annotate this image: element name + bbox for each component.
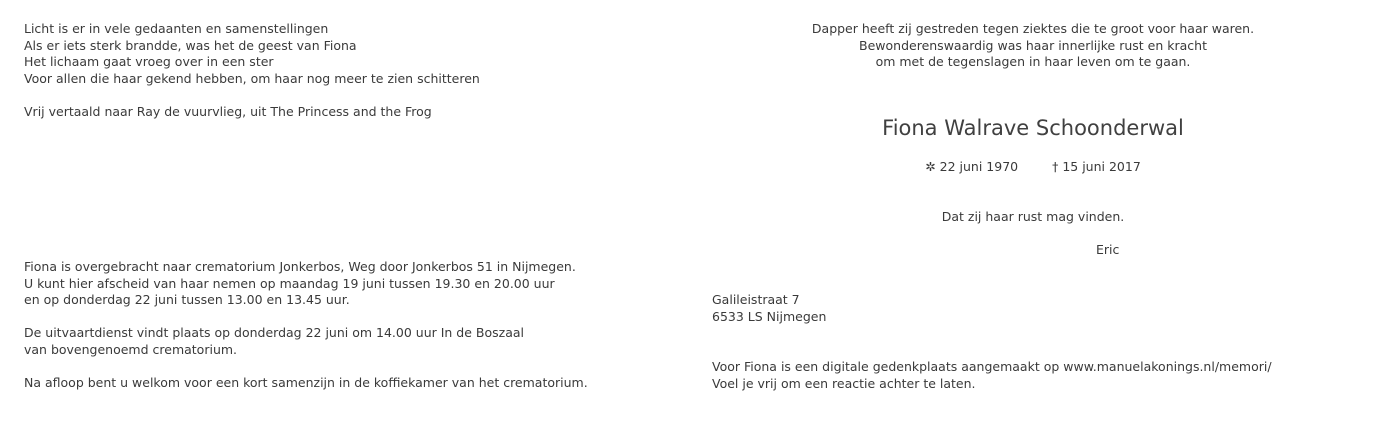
poem-line: Als er iets sterk brandde, was het de geest van Fiona xyxy=(24,37,357,53)
intro-line: om met de tegenslagen in haar leven om te gaan. xyxy=(875,54,1191,70)
spacer xyxy=(24,87,480,104)
closing-text: Dat zij haar rust mag vinden. xyxy=(941,209,1125,224)
spacer xyxy=(24,359,588,376)
transfer-line: en op donderdag 22 juni tussen 13.00 en 13.45 uur. xyxy=(24,292,350,308)
memorial-line: Voel je vrij om een reactie achter te laten. xyxy=(712,375,976,391)
intro-verse xyxy=(770,21,1296,71)
service-line: De uitvaartdienst vindt plaats op donderdag 22 juni om 14.00 uur In de Boszaal xyxy=(24,325,524,341)
closing-line xyxy=(770,209,1296,226)
announcement-section xyxy=(24,259,588,392)
signature: Eric xyxy=(1096,242,1120,257)
service-line: van bovengenoemd crematorium. xyxy=(24,341,238,357)
poem-line: Het lichaam gaat vroeg over in een ster xyxy=(24,54,274,70)
poem-section xyxy=(24,21,480,121)
life-dates xyxy=(770,159,1296,176)
birth-date: ✲ 22 juni 1970 xyxy=(925,159,1019,174)
address-city: 6533 LS Nijmegen xyxy=(712,308,827,324)
deceased-name: Fiona Walrave Schoonderwal xyxy=(882,116,1184,140)
memorial-line: Voor Fiona is een digitale gedenkplaats aangemaakt op www.manuelakonings.nl/memori/ xyxy=(712,359,1272,374)
address-section xyxy=(712,292,826,325)
intro-line: Dapper heeft zij gestreden tegen ziektes die te groot voor haar waren. xyxy=(811,21,1255,36)
memorial-note xyxy=(712,359,1272,392)
intro-line: Bewonderenswaardig was haar innerlijke rust en kracht xyxy=(859,37,1207,53)
poem-line: Licht is er in vele gedaanten en samenstellingen xyxy=(24,21,329,36)
address-street: Galileistraat 7 xyxy=(712,292,800,307)
coffee-line: Na afloop bent u welkom voor een kort samenzijn in de koffiekamer van het crematorium. xyxy=(24,375,588,391)
transfer-line: U kunt hier afscheid van haar nemen op maandag 19 juni tussen 19.30 en 20.00 uur xyxy=(24,275,555,291)
poem-line: Voor allen die haar gekend hebben, om haar nog meer te zien schitteren xyxy=(24,70,480,86)
transfer-line: Fiona is overgebracht naar crematorium Jonkerbos, Weg door Jonkerbos 51 in Nijmegen. xyxy=(24,259,576,274)
death-date: † 15 juni 2017 xyxy=(1052,159,1141,174)
poem-source: Vrij vertaald naar Ray de vuurvlieg, uit The Princess and the Frog xyxy=(24,103,432,119)
spacer xyxy=(24,309,588,326)
